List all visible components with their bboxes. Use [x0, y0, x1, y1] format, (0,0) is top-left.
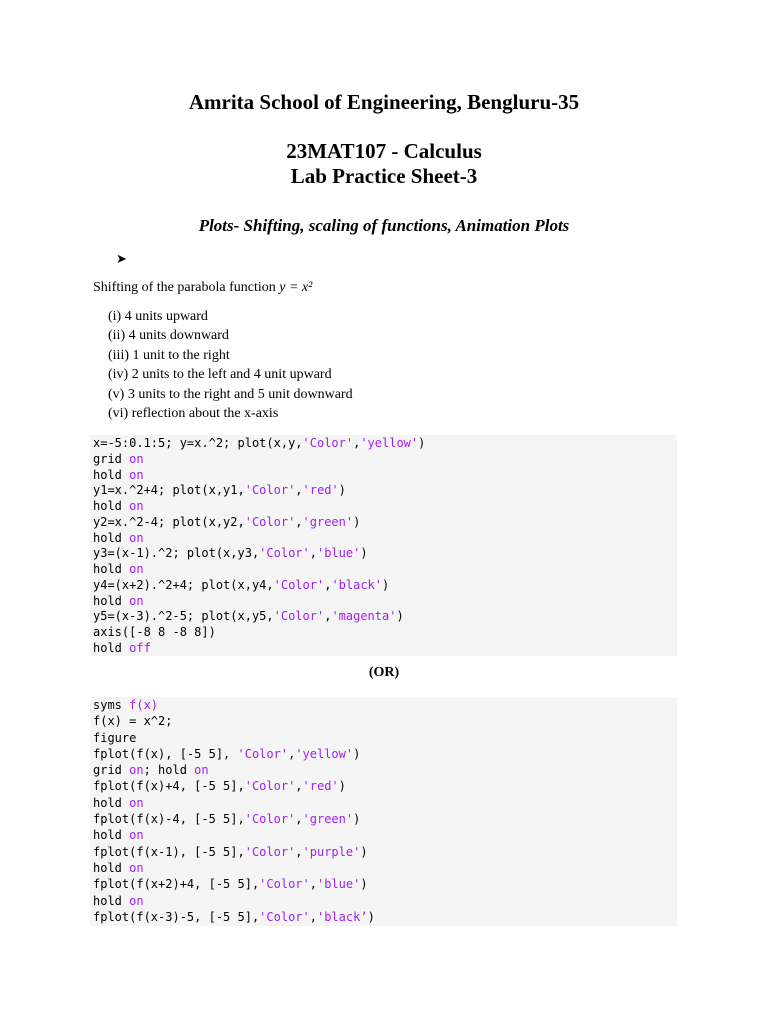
code-string: 'black’ — [316, 909, 368, 924]
code-text: ) — [360, 844, 368, 859]
intro-label: Shifting of the parabola function — [93, 280, 280, 295]
code-line — [93, 515, 677, 531]
code-string: 'Color' — [244, 514, 296, 529]
code-keyword: on — [129, 530, 144, 545]
task-item: (vi) reflection about the x-axis — [108, 406, 279, 422]
code-line — [93, 746, 677, 762]
code-line — [93, 594, 677, 610]
code-string: 'blue' — [316, 546, 361, 561]
code-text: , — [295, 779, 303, 794]
code-line — [93, 452, 677, 468]
intro-text — [93, 279, 312, 297]
code-text: , — [309, 877, 317, 892]
code-text: hold — [93, 795, 130, 810]
code-text: fplot(f(x)+4, [-5 5], — [93, 779, 245, 794]
code-line — [93, 578, 677, 594]
code-text: , — [295, 483, 303, 498]
code-text: , — [295, 812, 303, 827]
code-line — [93, 893, 677, 909]
code-keyword: off — [129, 640, 151, 655]
code-keyword: on — [129, 860, 144, 875]
code-string: 'magenta' — [331, 609, 397, 624]
code-keyword: on — [129, 467, 144, 482]
code-text: ) — [353, 812, 361, 827]
code-keyword: f(x) — [129, 698, 159, 712]
code-line — [93, 827, 677, 843]
code-text: fplot(f(x)-4, [-5 5], — [93, 812, 245, 827]
code-line — [93, 531, 677, 547]
code-text: ) — [360, 877, 368, 892]
code-string: 'Color' — [244, 779, 296, 794]
code-text: ) — [367, 909, 375, 924]
code-text: x=-5:0.1:5; y=x.^2; plot(x,y, — [93, 436, 303, 450]
code-line — [93, 811, 677, 827]
code-line — [93, 713, 677, 729]
course-title: 23MAT107 - Calculus — [286, 139, 482, 163]
code-string: 'Color' — [273, 609, 325, 624]
code-text: ) — [353, 514, 361, 529]
code-text: grid — [93, 763, 130, 778]
code-line — [93, 609, 677, 625]
code-string: 'red' — [302, 779, 339, 794]
code-text: hold — [93, 499, 130, 513]
code-string: 'yellow' — [360, 436, 419, 450]
code-text: hold — [93, 530, 130, 545]
code-text: ) — [396, 609, 404, 624]
sheet-title: Lab Practice Sheet-3 — [290, 164, 478, 188]
code-line — [93, 483, 677, 499]
code-keyword: on — [129, 795, 144, 810]
code-text: hold — [93, 640, 130, 655]
code-text: hold — [93, 893, 130, 908]
code-keyword: on — [194, 763, 209, 778]
code-line — [93, 876, 677, 892]
intro-equation: y = x² — [279, 280, 313, 295]
code-text: hold — [93, 562, 130, 576]
code-string: 'Color' — [259, 546, 310, 561]
code-text: , — [288, 746, 296, 761]
code-block-plot — [90, 435, 677, 656]
or-separator: (OR) — [368, 665, 400, 680]
code-string: 'purple' — [302, 844, 361, 859]
code-string: 'Color' — [237, 746, 289, 761]
code-block-fplot — [90, 697, 677, 926]
code-text: , — [295, 514, 303, 529]
arrow-bullet-icon: ➤ — [116, 251, 127, 266]
code-string: 'Color' — [259, 877, 310, 892]
task-item: (ii) 4 units downward — [108, 328, 229, 344]
code-line — [93, 909, 677, 925]
task-item: (iii) 1 unit to the right — [108, 347, 230, 363]
topic-title: Plots- Shifting, scaling of functions, Animation Plots — [198, 216, 570, 235]
code-line — [93, 730, 677, 746]
code-text: hold — [93, 828, 130, 843]
code-text: ) — [338, 483, 346, 498]
code-text: fplot(f(x-3)-5, [-5 5], — [93, 909, 260, 924]
code-string: 'Color' — [244, 483, 296, 498]
code-line — [93, 436, 677, 452]
school-title: Amrita School of Engineering, Bengluru-35 — [188, 90, 580, 114]
code-text: figure — [93, 730, 137, 745]
code-text: y5=(x-3).^2-5; plot(x,y5, — [93, 609, 274, 624]
code-string: 'red' — [302, 483, 339, 498]
code-line — [93, 697, 677, 713]
code-string: 'Color' — [302, 436, 354, 450]
code-text: axis([-8 8 -8 8]) — [93, 625, 216, 639]
code-text: ) — [382, 577, 390, 592]
code-text: y4=(x+2).^2+4; plot(x,y4, — [93, 577, 274, 592]
code-text: , — [309, 546, 317, 561]
code-string: 'green' — [302, 514, 354, 529]
code-string: 'Color' — [244, 812, 296, 827]
code-text: , — [295, 844, 303, 859]
task-item: (i) 4 units upward — [108, 309, 208, 324]
code-text: hold — [93, 860, 130, 875]
code-line — [93, 625, 677, 641]
code-text: ) — [338, 779, 346, 794]
code-keyword: on — [129, 828, 144, 843]
task-list — [108, 307, 353, 423]
code-line — [93, 468, 677, 484]
code-keyword: on — [129, 499, 144, 513]
code-line — [93, 546, 677, 562]
code-text: y1=x.^2+4; plot(x,y1, — [93, 483, 245, 498]
code-string: 'Color' — [259, 909, 310, 924]
code-line — [93, 762, 677, 778]
code-text: y2=x.^2-4; plot(x,y2, — [93, 514, 245, 529]
code-text: , — [324, 577, 332, 592]
code-string: 'black' — [331, 577, 383, 592]
code-text: , — [324, 609, 332, 624]
code-text: syms — [93, 698, 130, 712]
code-keyword: on — [129, 893, 144, 908]
code-string: 'Color' — [273, 577, 325, 592]
code-text: fplot(f(x-1), [-5 5], — [93, 844, 245, 859]
code-text: y3=(x-1).^2; plot(x,y3, — [93, 546, 260, 561]
code-text: ) — [353, 746, 361, 761]
code-string: 'blue' — [316, 877, 361, 892]
code-string: 'green' — [302, 812, 354, 827]
code-text: hold — [93, 467, 130, 482]
code-text: , — [309, 909, 317, 924]
code-text: grid — [93, 451, 130, 466]
code-line — [93, 499, 677, 515]
code-keyword: on — [129, 593, 144, 608]
code-line — [93, 641, 677, 657]
code-text: hold — [93, 593, 130, 608]
code-line — [93, 860, 677, 876]
code-text: , — [353, 436, 361, 450]
code-text: f(x) = x^2; — [93, 714, 173, 729]
code-line — [93, 562, 677, 578]
code-text: ) — [360, 546, 368, 561]
code-text: ; hold — [143, 763, 195, 778]
code-keyword: on — [129, 763, 144, 778]
code-line — [93, 778, 677, 794]
code-text: fplot(f(x+2)+4, [-5 5], — [93, 877, 260, 892]
code-string: 'yellow' — [295, 746, 354, 761]
code-line — [93, 795, 677, 811]
code-string: 'Color' — [244, 844, 296, 859]
code-text: ) — [418, 436, 426, 450]
code-keyword: on — [129, 562, 144, 576]
code-text: fplot(f(x), [-5 5], — [93, 746, 238, 761]
task-item: (iv) 2 units to the left and 4 unit upward — [108, 367, 332, 383]
task-item: (v) 3 units to the right and 5 unit downward — [108, 386, 353, 402]
code-line — [93, 844, 677, 860]
code-keyword: on — [129, 451, 144, 466]
